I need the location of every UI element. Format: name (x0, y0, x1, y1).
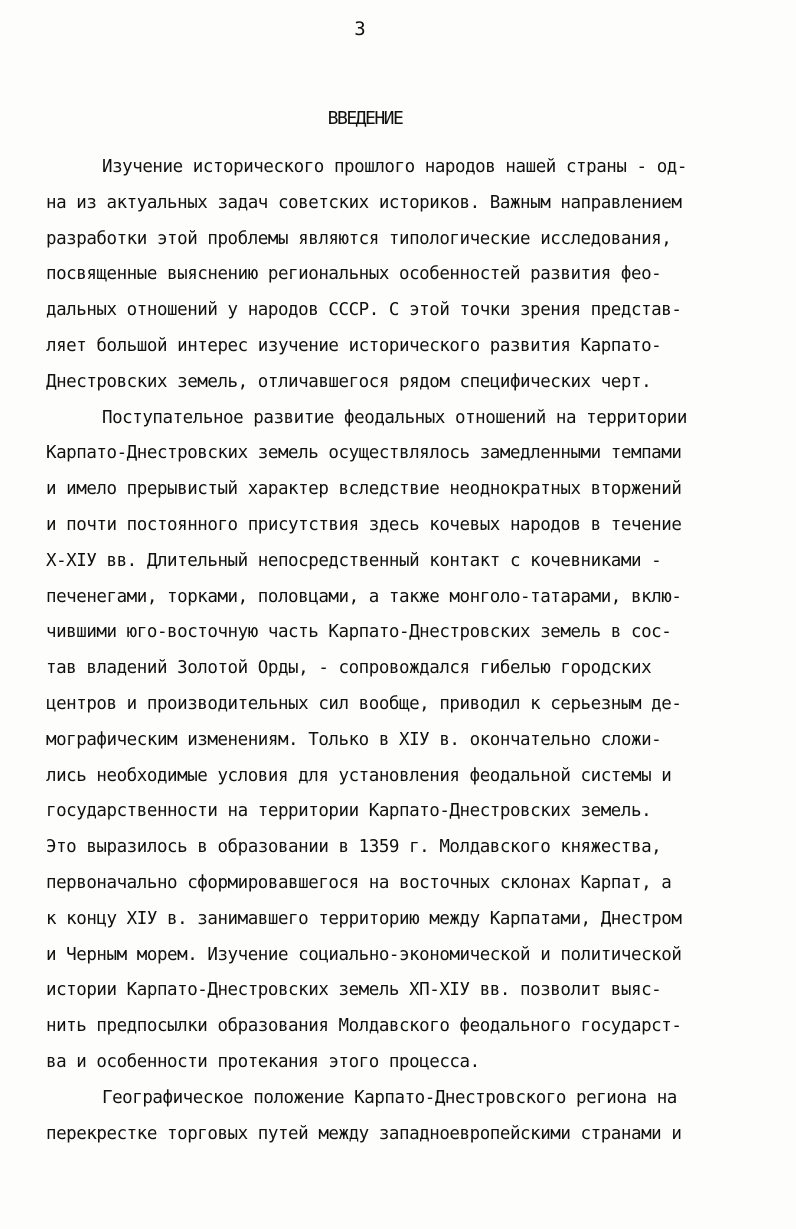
text-line: тав владений Золотой Орды, - сопровождался гибелью городских (46, 658, 652, 679)
text-line: перекрестке торговых путей между западноевропейскими странами и (46, 1123, 682, 1144)
page-number: 3 (354, 18, 366, 40)
text-line: нить предпосылки образования Молдавского феодального государст- (46, 1016, 682, 1037)
text-line: дальных отношений у народов СССР. С этой точки зрения представ- (46, 300, 682, 321)
text-line: Карпато-Днестровских земель осуществлялось замедленными темпами (46, 443, 682, 464)
text-line: и почти постоянного присутствия здесь кочевых народов в течение (46, 514, 682, 535)
text-line: Поступательное развитие феодальных отношений на территории (102, 407, 687, 428)
text-line: первоначально сформировавшегося на восточных склонах Карпат, а (46, 872, 672, 893)
text-line: лись необходимые условия для установления феодальной системы и (46, 765, 672, 786)
text-line: Днестровских земель, отличавшегося рядом специфических черт. (46, 371, 652, 392)
text-line: государственности на территории Карпато-Днестровских земель. (46, 801, 652, 822)
text-line: посвященные выяснению региональных особенностей развития фео- (46, 264, 662, 285)
paragraph-3 (46, 1081, 746, 1153)
text-line: центров и производительных сил вообще, приводил к серьезным де- (46, 693, 682, 714)
text-line: мографическим изменениям. Только в ХІУ в. окончательно сложи- (46, 729, 662, 750)
text-line: ляет большой интерес изучение исторического развития Карпато- (46, 335, 662, 356)
text-line: Х-ХІУ вв. Длительный непосредственный контакт с кочевниками - (46, 550, 662, 571)
text-line: Изучение исторического прошлого народов нашей страны - од- (102, 157, 687, 177)
text-line: Географическое положение Карпато-Днестровского региона на (102, 1087, 677, 1108)
text-line: печенегами, торками, половцами, а также монголо-татарами, вклю- (46, 586, 682, 607)
text-line: и имело прерывистый характер вследствие неоднократных вторжений (46, 479, 682, 500)
text-line: ва и особенности протекания этого процесса. (46, 1051, 480, 1072)
text-line: разработки этой проблемы являются типологические исследования, (46, 228, 672, 249)
text-line: чившими юго-восточную часть Карпато-Днестровских земель в сос- (46, 622, 672, 643)
text-line: Это выразилось в образовании в 1359 г. Молдавского княжества, (46, 837, 662, 858)
paragraph-1 (46, 150, 746, 401)
text-line: на из актуальных задач советских историков. Важным направлением (46, 192, 682, 213)
text-line: и Черным морем. Изучение социально-экономической и политической (46, 944, 682, 965)
text-line: истории Карпато-Днестровских земель ХП-ХІУ вв. позволит выяс- (46, 980, 662, 1001)
body-text (46, 150, 746, 1152)
paragraph-2 (46, 401, 746, 1081)
text-line: к концу ХІУ в. занимавшего территорию между Карпатами, Днестром (46, 908, 682, 929)
section-heading: ВВЕДЕНИЕ (327, 108, 403, 129)
